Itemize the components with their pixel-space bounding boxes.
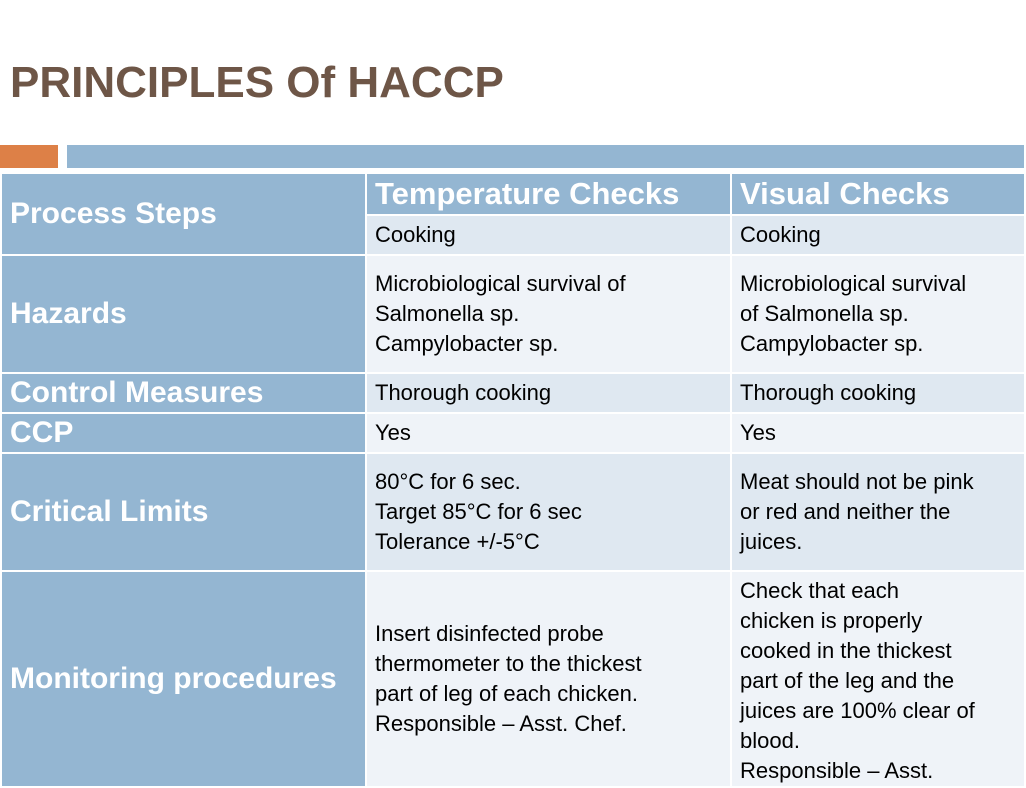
table-cell: Insert disinfected probe thermometer to the thickest part of leg of each chicken. Responsible – Asst. Chef. bbox=[366, 571, 731, 787]
table-row-control-measures bbox=[1, 373, 1025, 413]
table-cell: Microbiological survival of Salmonella sp. Campylobacter sp. bbox=[366, 255, 731, 373]
table-header-row bbox=[1, 173, 1025, 215]
haccp-table bbox=[0, 172, 1026, 788]
table-cell: Check that each chicken is properly cooked in the thickest part of the leg and the juices are 100% clear of blood. Responsible – Asst. bbox=[731, 571, 1025, 787]
accent-bar-orange bbox=[0, 145, 58, 168]
table-row-monitoring-procedures bbox=[1, 571, 1025, 787]
table-row-hazards bbox=[1, 255, 1025, 373]
column-header-visual-checks: Visual Checks bbox=[731, 173, 1025, 215]
row-label-critical-limits: Critical Limits bbox=[1, 453, 366, 571]
row-label-monitoring-procedures: Monitoring procedures bbox=[1, 571, 366, 787]
row-label-hazards: Hazards bbox=[1, 255, 366, 373]
row-label-ccp: CCP bbox=[1, 413, 366, 453]
table-cell: Yes bbox=[366, 413, 731, 453]
table-cell: Meat should not be pink or red and neither the juices. bbox=[731, 453, 1025, 571]
table-cell: 80°C for 6 sec. Target 85°C for 6 sec Tolerance +/-5°C bbox=[366, 453, 731, 571]
table-cell: Thorough cooking bbox=[366, 373, 731, 413]
table-cell: Cooking bbox=[366, 215, 731, 255]
column-header-temperature-checks: Temperature Checks bbox=[366, 173, 731, 215]
table-cell: Thorough cooking bbox=[731, 373, 1025, 413]
table-cell: Cooking bbox=[731, 215, 1025, 255]
row-label-process-steps: Process Steps bbox=[1, 173, 366, 255]
row-label-control-measures: Control Measures bbox=[1, 373, 366, 413]
table-cell: Microbiological survival of Salmonella sp. Campylobacter sp. bbox=[731, 255, 1025, 373]
slide-title: PRINCIPLES Of HACCP bbox=[10, 58, 504, 107]
table-row-ccp bbox=[1, 413, 1025, 453]
accent-bar-blue bbox=[67, 145, 1024, 168]
table-cell: Yes bbox=[731, 413, 1025, 453]
table-row-critical-limits bbox=[1, 453, 1025, 571]
